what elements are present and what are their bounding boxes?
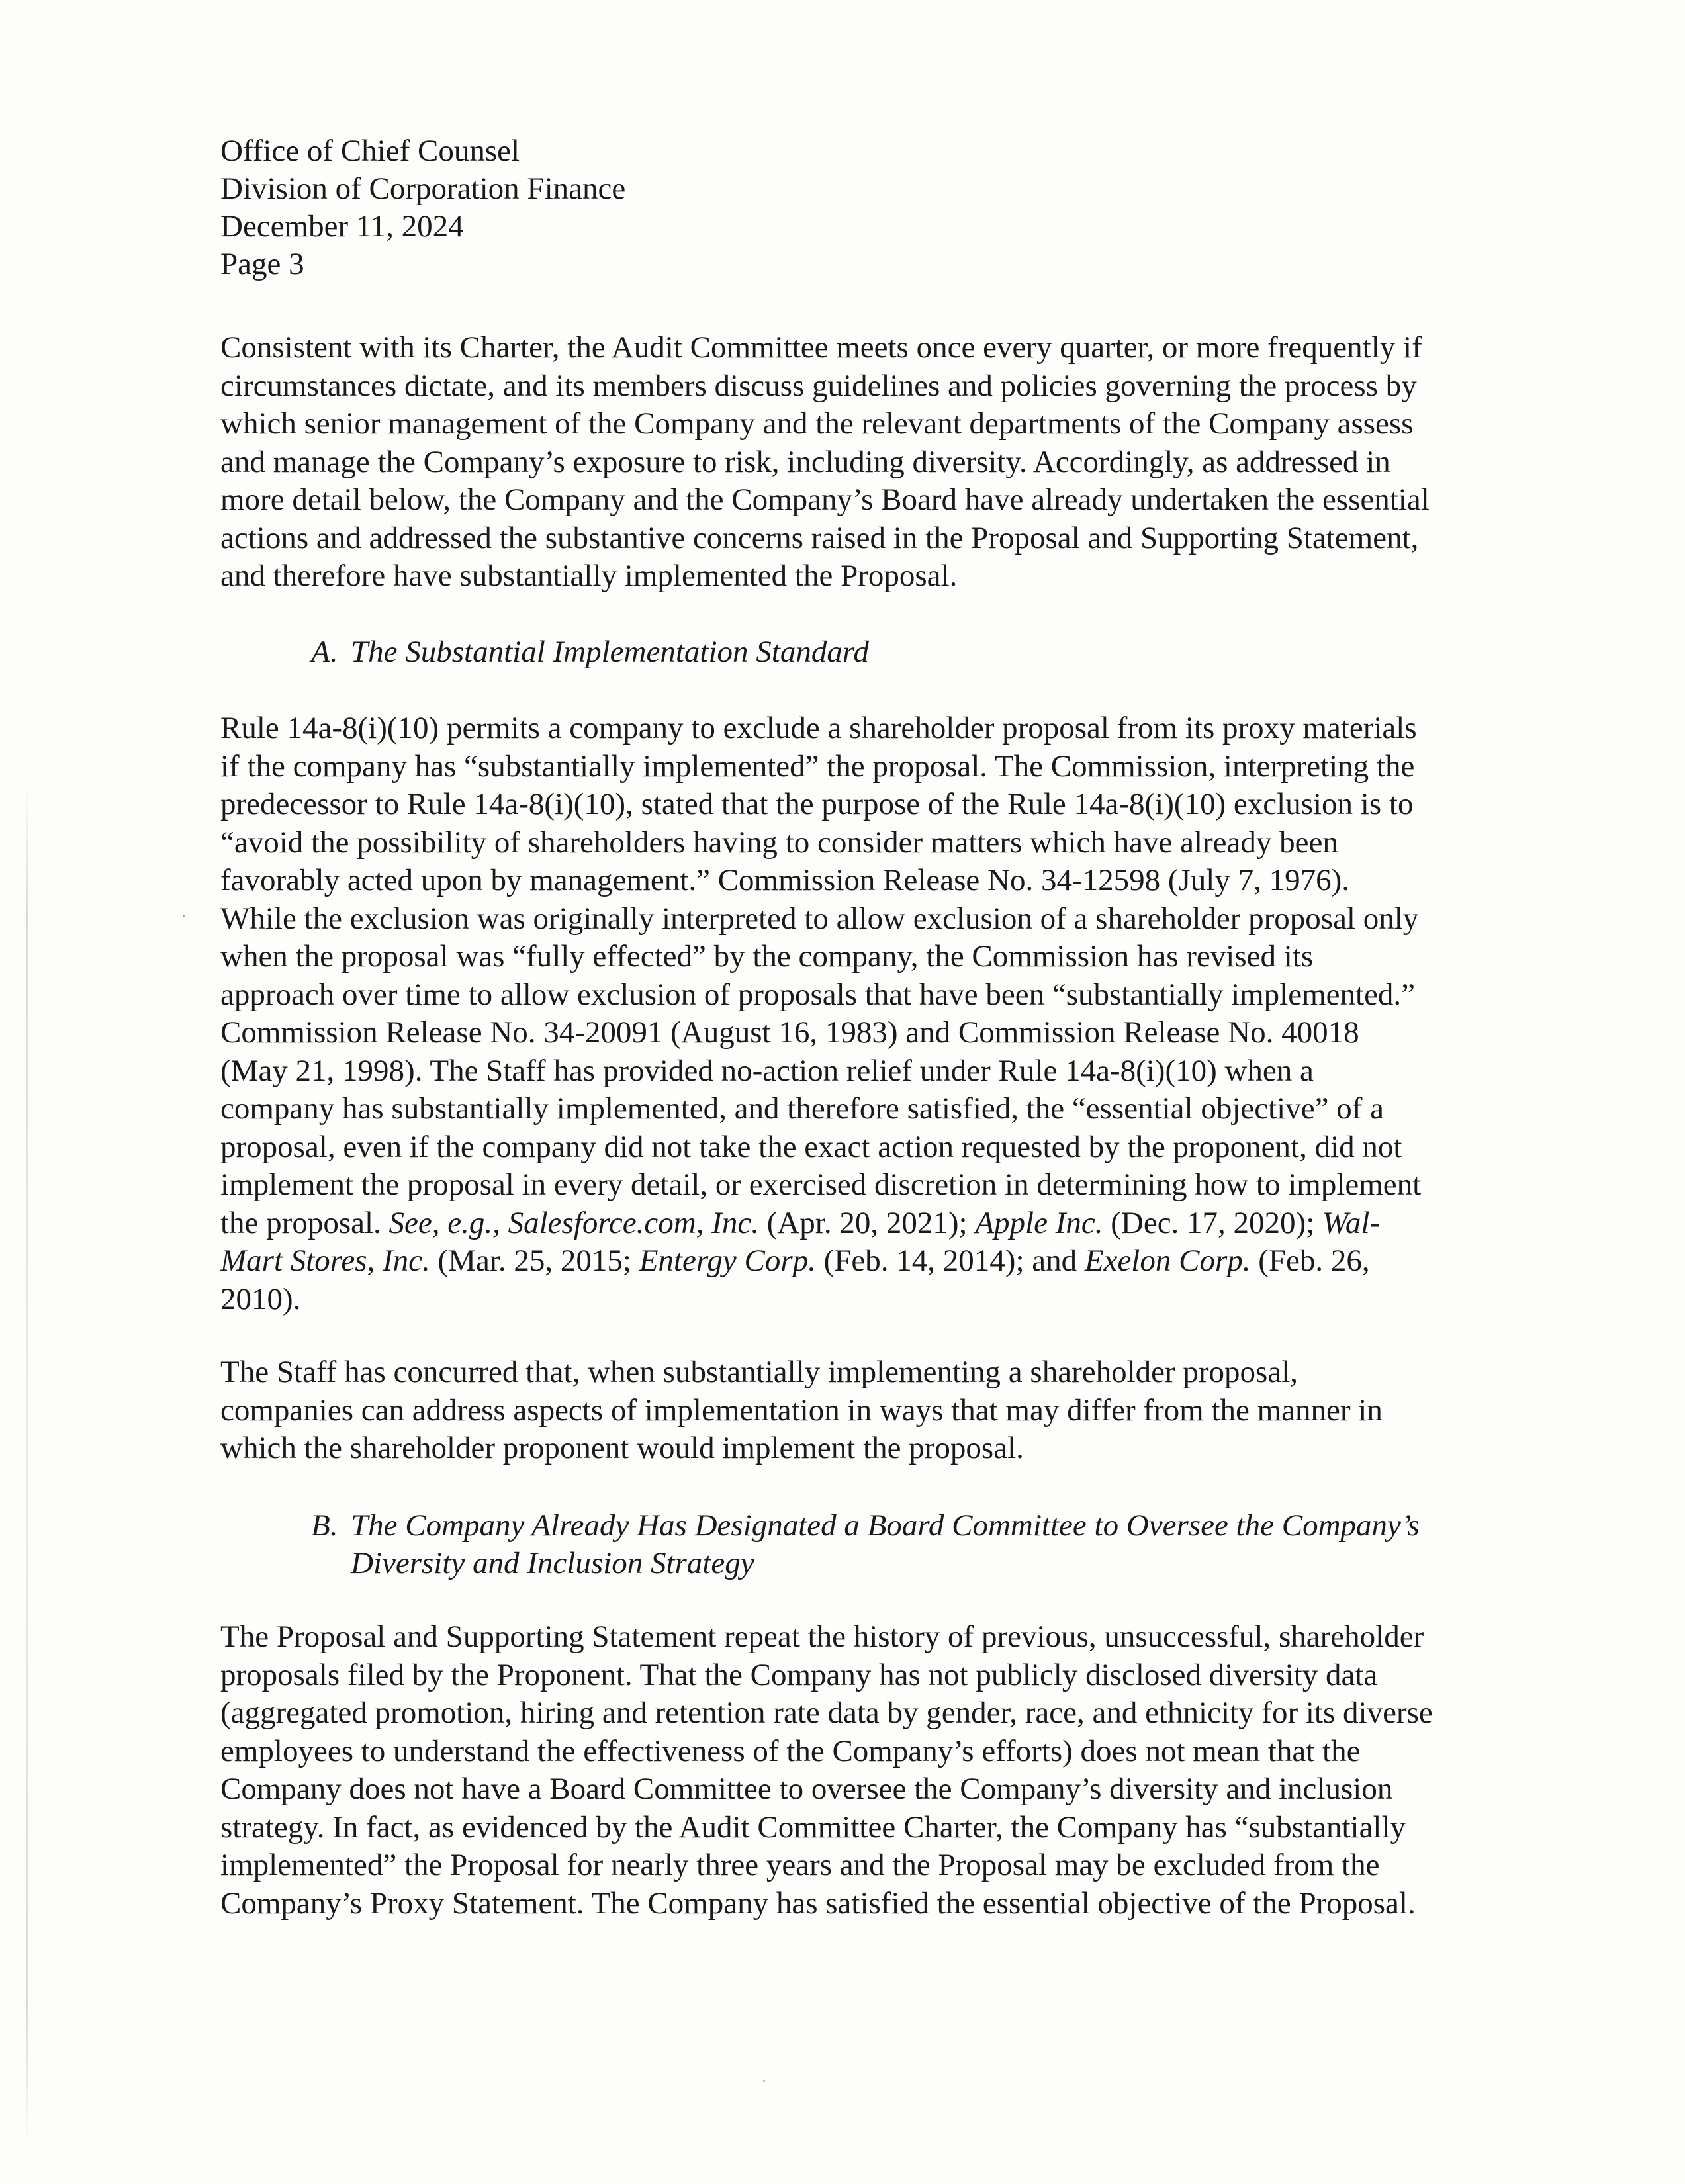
section-heading-b [311,1507,1420,1545]
text-line: The Proposal and Supporting Statement repeat the history of previous, unsuccessful, shareholder [220,1619,1424,1654]
text-line: if the company has “substantially implemented” the proposal. The Commission, interpreting the [220,749,1415,784]
citation-see: See, e.g., Salesforce.com, Inc. [388,1205,759,1240]
text-line: and therefore have substantially implemented the Proposal. [220,559,958,593]
text-line: “avoid the possibility of shareholders having to consider matters which have already been [220,825,1338,860]
citation-text: (Dec. 17, 2020); [1103,1205,1323,1240]
heading-b-line1: The Company Already Has Designated a Board Committee to Oversee the Company’s [351,1508,1420,1543]
text-line: Consistent with its Charter, the Audit Committee meets once every quarter, or more frequently if [220,330,1422,365]
header-page-number: Page 3 [220,247,304,281]
text-line: implemented” the Proposal for nearly three years and the Proposal may be excluded from the [220,1848,1380,1882]
citation-apple: Apple Inc. [975,1205,1103,1240]
citation-text: (Feb. 26, [1250,1244,1370,1278]
letter-header [220,132,625,283]
header-date: December 11, 2024 [220,209,464,244]
text-line: circumstances dictate, and its members discuss guidelines and policies governing the process by [220,368,1417,403]
citation-text: the proposal. [220,1205,389,1240]
text-line: While the exclusion was originally interpreted to allow exclusion of a shareholder proposal only [220,901,1419,936]
scan-speck [183,915,185,917]
citation-text: (Apr. 20, 2021); [758,1205,976,1240]
heading-a-marker: A. [311,635,338,669]
citation-line [220,1205,1478,1243]
text-line: (May 21, 1998). The Staff has provided no-action relief under Rule 14a-8(i)(10) when a [220,1053,1314,1088]
header-office: Office of Chief Counsel [220,134,520,168]
text-line: which the shareholder proponent would implement the proposal. [220,1431,1024,1465]
text-line: implement the proposal in every detail, or exercised discretion in determining how to implement [220,1167,1422,1202]
citation-walmart-cont: Mart Stores, Inc. [220,1244,430,1278]
text-line: company has substantially implemented, and therefore satisfied, the “essential objective” of a [220,1091,1384,1126]
text-line: proposals filed by the Proponent. That the Company has not publicly disclosed diversity data [220,1657,1378,1692]
scan-speck [763,2080,765,2082]
text-line: Rule 14a-8(i)(10) permits a company to exclude a shareholder proposal from its proxy materials [220,711,1417,745]
citation-line [220,1242,1478,1281]
text-line: employees to understand the effectiveness of the Company’s efforts) does not mean that the [220,1733,1361,1768]
text-line: (aggregated promotion, hiring and retention rate data by gender, race, and ethnicity for its diverse [220,1696,1433,1730]
text-line: approach over time to allow exclusion of proposals that have been “substantially implemented.” [220,977,1416,1012]
text-line: companies can address aspects of implementation in ways that may differ from the manner in [220,1392,1383,1428]
citation-entergy: Entergy Corp. [639,1244,816,1278]
text-line: actions and addressed the substantive concerns raised in the Proposal and Supporting Statement, [220,520,1419,555]
section-heading-a [311,633,869,671]
text-line: strategy. In fact, as evidenced by the Audit Committee Charter, the Company has “substantially [220,1809,1406,1844]
text-line: proposal, even if the company did not take the exact action requested by the proponent, did not [220,1129,1402,1164]
header-division: Division of Corporation Finance [220,171,626,206]
text-line: when the proposal was “fully effected” by the company, the Commission has revised its [220,939,1314,974]
citation-walmart: Wal- [1322,1205,1381,1240]
text-line: Company does not have a Board Committee to oversee the Company’s diversity and inclusion [220,1772,1393,1806]
citation-text: (Feb. 14, 2014); and [815,1244,1085,1278]
paragraph-board-committee [220,1618,1478,1923]
citation-exelon: Exelon Corp. [1084,1244,1251,1278]
scan-edge-artifact [26,781,28,2144]
paragraph-audit-committee [220,329,1478,596]
heading-b-marker: B. [311,1508,338,1543]
text-line: more detail below, the Company and the Company’s Board have already undertaken the essential [220,482,1430,517]
citation-line: 2010). [220,1281,301,1316]
text-line: and manage the Company’s exposure to risk, including diversity. Accordingly, as addressed in [220,444,1390,479]
citation-text: (Mar. 25, 2015; [430,1244,639,1278]
section-heading-b-line2: Diversity and Inclusion Strategy [351,1546,754,1580]
paragraph-standard [220,709,1478,1318]
text-line: favorably acted upon by management.” Commission Release No. 34-12598 (July 7, 1976). [220,863,1349,897]
text-line: Company’s Proxy Statement. The Company has satisfied the essential objective of the Proposal. [220,1886,1416,1921]
text-line: Commission Release No. 34-20091 (August 16, 1983) and Commission Release No. 40018 [220,1015,1359,1050]
paragraph-staff-concurred [220,1353,1478,1468]
text-line: predecessor to Rule 14a-8(i)(10), stated that the purpose of the Rule 14a-8(i)(10) exclusion is to [220,787,1414,821]
text-line: which senior management of the Company and the relevant departments of the Company assess [220,406,1414,441]
heading-a-text: The Substantial Implementation Standard [351,635,869,669]
text-line: The Staff has concurred that, when substantially implementing a shareholder proposal, [220,1355,1298,1389]
